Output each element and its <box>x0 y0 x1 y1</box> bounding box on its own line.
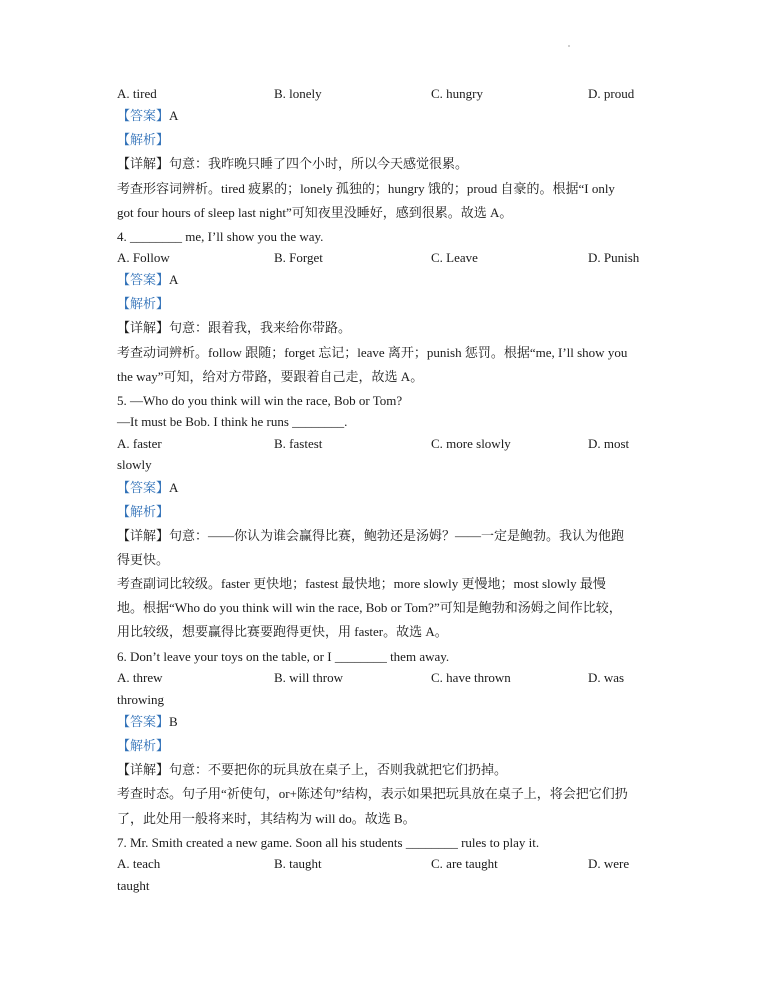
answer-label: 【答案】 <box>117 108 170 123</box>
answer-value: A <box>169 480 179 495</box>
q3-options <box>117 86 653 102</box>
detail-label: 【详解】 <box>117 320 170 335</box>
q6-options <box>117 670 653 686</box>
q5-analysis-line: 地。根据“Who do you think will win the race, Bob or Tom?”可知是鲍勃和汤姆之间作比较， <box>117 600 622 615</box>
answer-label: 【答案】 <box>117 272 170 287</box>
q6-option-wrap: throwing <box>117 692 164 707</box>
detail-label: 【详解】 <box>117 528 170 543</box>
q5-answer <box>117 480 178 496</box>
option-a: A. tired <box>117 86 157 101</box>
q5-options <box>117 436 653 452</box>
option-b: B. will throw <box>274 670 343 685</box>
q3-analysis-label: 【解析】 <box>117 132 170 147</box>
q5-stem-line: —It must be Bob. I think he runs ________. <box>117 414 348 429</box>
option-b: B. Forget <box>274 250 323 265</box>
option-c: C. Leave <box>431 250 478 265</box>
answer-value: A <box>169 272 179 287</box>
answer-label: 【答案】 <box>117 714 170 729</box>
q3-answer <box>117 108 178 124</box>
option-a: A. faster <box>117 436 162 451</box>
translation: 句意：——你认为谁会赢得比赛，鲍勃还是汤姆？——一定是鲍勃。我认为他跑 <box>169 528 625 543</box>
option-c: C. more slowly <box>431 436 511 451</box>
q3-detail <box>117 156 468 172</box>
translation: 句意：不要把你的玩具放在桌子上，否则我就把它们扔掉。 <box>169 762 508 777</box>
q4-analysis-line: the way”可知，给对方带路，要跟着自己走，故选 A。 <box>117 369 424 384</box>
scan-mark <box>568 45 570 47</box>
q5-analysis-line: 用比较级，想要赢得比赛要跑得更快，用 faster。故选 A。 <box>117 624 448 639</box>
option-c: C. hungry <box>431 86 483 101</box>
option-d: D. was <box>588 670 625 685</box>
q4-analysis-line: 考查动词辨析。follow 跟随；forget 忘记；leave 离开；punish 惩罚。根据“me, I’ll show you <box>117 345 628 360</box>
q5-analysis-label: 【解析】 <box>117 504 170 519</box>
q7-option-wrap: taught <box>117 878 150 893</box>
option-d: D. were <box>588 856 630 871</box>
option-d: D. most <box>588 436 630 451</box>
q6-analysis-line: 考查时态。句子用“祈使句，or+陈述句”结构，表示如果把玩具放在桌子上，将会把它们扔 <box>117 786 628 801</box>
q4-detail <box>117 320 351 336</box>
option-b: B. fastest <box>274 436 323 451</box>
option-b: B. lonely <box>274 86 322 101</box>
detail-label: 【详解】 <box>117 156 170 171</box>
q7-options <box>117 856 653 872</box>
option-a: A. threw <box>117 670 163 685</box>
q4-options <box>117 250 653 266</box>
answer-label: 【答案】 <box>117 480 170 495</box>
option-c: C. have thrown <box>431 670 511 685</box>
option-d: D. proud <box>588 86 635 101</box>
q4-answer <box>117 272 178 288</box>
q3-analysis-line: got four hours of sleep last night”可知夜里没睡好，感到很累。故选 A。 <box>117 205 513 220</box>
q6-answer <box>117 714 178 730</box>
option-a: A. Follow <box>117 250 170 265</box>
option-b: B. taught <box>274 856 322 871</box>
option-a: A. teach <box>117 856 161 871</box>
translation: 句意：跟着我，我来给你带路。 <box>169 320 352 335</box>
q6-analysis-label: 【解析】 <box>117 738 170 753</box>
option-d: D. Punish <box>588 250 640 265</box>
q5-option-wrap: slowly <box>117 457 152 472</box>
q5-translation-line: 得更快。 <box>117 552 170 567</box>
q5-analysis-line: 考查副词比较级。faster 更快地；fastest 最快地；more slowly 更慢地；most slowly 最慢 <box>117 576 606 591</box>
option-c: C. are taught <box>431 856 498 871</box>
answer-value: B <box>169 714 178 729</box>
q7-stem: 7. Mr. Smith created a new game. Soon all his students ________ rules to play it. <box>117 835 540 850</box>
q4-analysis-label: 【解析】 <box>117 296 170 311</box>
q6-detail <box>117 762 507 778</box>
detail-label: 【详解】 <box>117 762 170 777</box>
q4-stem: 4. ________ me, I’ll show you the way. <box>117 229 324 244</box>
q6-analysis-line: 了，此处用一般将来时，其结构为 will do。故选 B。 <box>117 811 416 826</box>
q6-stem: 6. Don’t leave your toys on the table, or I ________ them away. <box>117 649 450 664</box>
translation: 句意：我昨晚只睡了四个小时，所以今天感觉很累。 <box>169 156 469 171</box>
q3-analysis-line: 考查形容词辨析。tired 疲累的；lonely 孤独的；hungry 饿的；proud 自豪的。根据“I only <box>117 181 615 196</box>
q5-stem-line: 5. —Who do you think will win the race, Bob or Tom? <box>117 393 403 408</box>
answer-value: A <box>169 108 179 123</box>
q5-detail <box>117 528 624 544</box>
